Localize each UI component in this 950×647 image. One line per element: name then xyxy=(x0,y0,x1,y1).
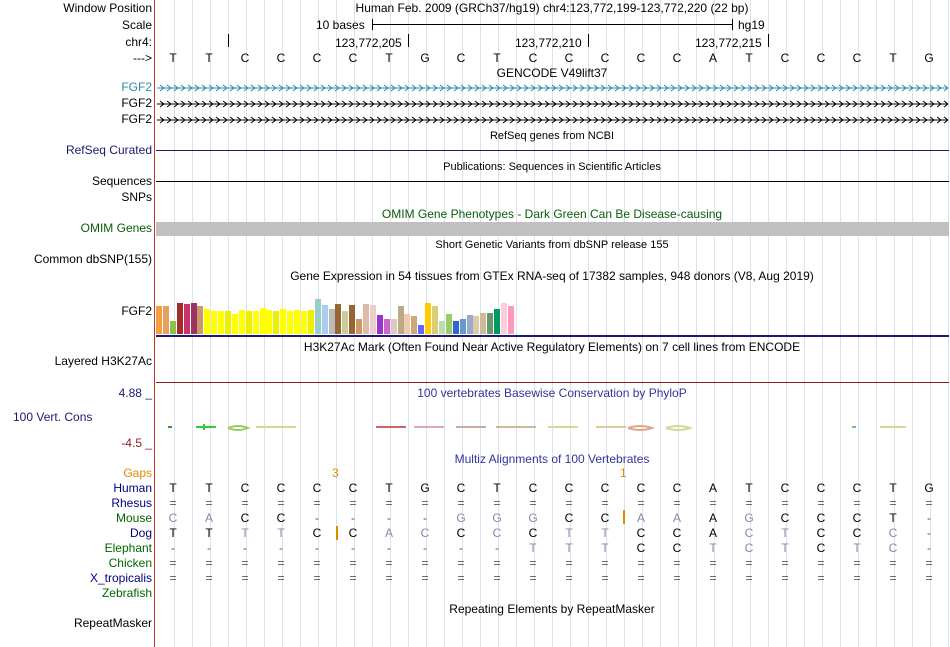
gap-mark: 3 xyxy=(332,466,339,480)
aligned-base: = xyxy=(313,556,321,570)
aligned-base: = xyxy=(349,571,357,585)
gtex-tissue-bar[interactable] xyxy=(280,309,286,334)
scale-label: Scale xyxy=(121,18,152,32)
aligned-base: A xyxy=(708,511,717,525)
insertion-marker xyxy=(336,526,338,540)
gtex-tissue-bar[interactable] xyxy=(398,306,404,334)
aligned-base: = xyxy=(853,556,861,570)
gtex-tissue-bar[interactable] xyxy=(246,311,252,334)
gtex-tissue-bar[interactable] xyxy=(253,311,259,334)
gtex-title: Gene Expression in 54 tissues from GTEx RNA-seq of 17382 samples, 948 donors (V8, Aug 2019) xyxy=(290,269,814,283)
aligned-base: - xyxy=(495,541,499,555)
aligned-base: T xyxy=(601,541,609,555)
aligned-base: T xyxy=(565,526,573,540)
dbsnp-track-label[interactable]: Common dbSNP(155) xyxy=(33,252,152,266)
gtex-tissue-bar[interactable] xyxy=(177,303,183,334)
publications-title: Publications: Sequences in Scientific Articles xyxy=(443,161,661,173)
aligned-base: C xyxy=(780,481,790,495)
gencode-transcript-label[interactable]: FGF2 xyxy=(121,112,152,126)
aligned-base: - xyxy=(207,541,211,555)
gtex-tissue-bar[interactable] xyxy=(204,309,210,334)
ruler-tick xyxy=(588,34,589,47)
strand-label: ---> xyxy=(133,51,152,65)
reference-base: C xyxy=(672,51,682,65)
dbsnp-title: Short Genetic Variants from dbSNP release 155 xyxy=(435,239,669,251)
aligned-base: = xyxy=(493,571,501,585)
aligned-base: = xyxy=(601,496,609,510)
gtex-tissue-bar[interactable] xyxy=(384,319,390,334)
gtex-tissue-bar[interactable] xyxy=(225,311,231,334)
aligned-base: C xyxy=(240,481,250,495)
aligned-base: C xyxy=(744,541,754,555)
insertion-marker xyxy=(623,510,625,524)
aligned-base: G xyxy=(924,481,934,495)
aligned-base: = xyxy=(385,571,393,585)
aligned-base: C xyxy=(312,481,322,495)
gtex-expression-bars[interactable] xyxy=(156,284,536,334)
aligned-base: = xyxy=(565,496,573,510)
gtex-tissue-bar[interactable] xyxy=(418,325,424,334)
aligned-base: = xyxy=(889,496,897,510)
aligned-base: = xyxy=(925,571,933,585)
aligned-base: T xyxy=(781,541,789,555)
aligned-base: C xyxy=(744,526,754,540)
gtex-baseline xyxy=(156,335,949,337)
ruler-tick xyxy=(228,34,229,47)
aligned-base: C xyxy=(636,541,646,555)
omim-feature-bar[interactable] xyxy=(156,222,949,236)
aligned-base: G xyxy=(744,511,754,525)
reference-base: T xyxy=(385,51,393,65)
species-label[interactable]: Zebrafish xyxy=(101,586,152,600)
reference-base: G xyxy=(924,51,934,65)
gaps-label: Gaps xyxy=(123,466,152,480)
gtex-tissue-bar[interactable] xyxy=(460,319,466,334)
aligned-base: = xyxy=(601,556,609,570)
gtex-tissue-bar[interactable] xyxy=(377,315,383,334)
aligned-base: - xyxy=(387,541,391,555)
aligned-base: = xyxy=(889,556,897,570)
aligned-base: - xyxy=(351,541,355,555)
aligned-base: = xyxy=(277,556,285,570)
aligned-base: = xyxy=(817,556,825,570)
aligned-base: C xyxy=(528,481,538,495)
aligned-base: G xyxy=(492,511,502,525)
aligned-base: = xyxy=(205,571,213,585)
gtex-tissue-bar[interactable] xyxy=(308,310,314,334)
gtex-tissue-bar[interactable] xyxy=(329,309,335,334)
aligned-base: = xyxy=(529,556,537,570)
aligned-base: C xyxy=(348,481,358,495)
gtex-tissue-bar[interactable] xyxy=(473,316,479,334)
gtex-tissue-bar[interactable] xyxy=(294,310,300,334)
aligned-base: C xyxy=(600,511,610,525)
aligned-base: T xyxy=(781,526,789,540)
gtex-tissue-bar[interactable] xyxy=(156,306,162,334)
reference-base: C xyxy=(564,51,574,65)
gtex-tissue-bar[interactable] xyxy=(163,306,169,334)
gtex-tissue-bar[interactable] xyxy=(425,303,431,334)
aligned-base: A xyxy=(636,511,645,525)
aligned-base: C xyxy=(492,526,502,540)
gtex-tissue-bar[interactable] xyxy=(218,311,224,334)
reference-base: A xyxy=(708,51,717,65)
aligned-base: = xyxy=(277,571,285,585)
aligned-base: = xyxy=(277,496,285,510)
aligned-base: = xyxy=(529,571,537,585)
aligned-base: = xyxy=(169,571,177,585)
aligned-base: = xyxy=(817,496,825,510)
ruler-tick-label: 123,772,210 xyxy=(515,36,582,50)
aligned-base: C xyxy=(168,511,178,525)
aligned-base: - xyxy=(387,511,391,525)
aligned-base: C xyxy=(528,526,538,540)
gtex-tissue-bar[interactable] xyxy=(322,305,328,334)
aligned-base: = xyxy=(745,496,753,510)
aligned-base: T xyxy=(169,526,177,540)
gtex-tissue-bar[interactable] xyxy=(232,314,238,334)
reference-base: C xyxy=(816,51,826,65)
reference-base: C xyxy=(852,51,862,65)
aligned-base: = xyxy=(781,496,789,510)
aligned-base: T xyxy=(385,481,393,495)
aligned-base: = xyxy=(781,556,789,570)
aligned-base: = xyxy=(601,571,609,585)
aligned-base: = xyxy=(457,496,465,510)
gtex-track-label[interactable]: FGF2 xyxy=(121,304,152,318)
gtex-tissue-bar[interactable] xyxy=(335,304,341,334)
aligned-base: = xyxy=(709,571,717,585)
aligned-base: = xyxy=(349,556,357,570)
aligned-base: G xyxy=(456,511,466,525)
aligned-base: = xyxy=(385,556,393,570)
aligned-base: = xyxy=(421,556,429,570)
gtex-tissue-bar[interactable] xyxy=(363,304,369,334)
reference-base: C xyxy=(348,51,358,65)
assembly-position: Human Feb. 2009 (GRCh37/hg19) chr4:123,772,199-123,772,220 (22 bp) xyxy=(355,1,749,15)
aligned-base: = xyxy=(817,571,825,585)
gtex-tissue-bar[interactable] xyxy=(211,311,217,334)
gtex-tissue-bar[interactable] xyxy=(432,306,438,334)
scale-db: hg19 xyxy=(738,18,765,32)
species-label[interactable]: Elephant xyxy=(104,541,152,555)
aligned-base: C xyxy=(816,541,826,555)
aligned-base: = xyxy=(673,556,681,570)
gtex-tissue-bar[interactable] xyxy=(184,304,190,334)
aligned-base: = xyxy=(349,496,357,510)
species-label[interactable]: X_tropicalis xyxy=(89,571,152,585)
label-track-divider xyxy=(154,0,155,647)
reference-base: T xyxy=(745,51,753,65)
aligned-base: = xyxy=(673,496,681,510)
aligned-base: C xyxy=(852,511,862,525)
aligned-base: = xyxy=(853,571,861,585)
aligned-base: = xyxy=(241,556,249,570)
aligned-base: = xyxy=(241,496,249,510)
aligned-base: C xyxy=(564,481,574,495)
gtex-tissue-bar[interactable] xyxy=(501,303,507,334)
aligned-base: C xyxy=(276,481,286,495)
aligned-base: = xyxy=(493,496,501,510)
aligned-base: - xyxy=(243,541,247,555)
aligned-base: G xyxy=(528,511,538,525)
phylop-track-label[interactable]: 100 Vert. Cons xyxy=(13,410,93,424)
reference-base: C xyxy=(240,51,250,65)
aligned-base: - xyxy=(927,526,931,540)
aligned-base: = xyxy=(529,496,537,510)
aligned-base: = xyxy=(925,556,933,570)
aligned-base: = xyxy=(457,571,465,585)
aligned-base: = xyxy=(421,496,429,510)
gridline xyxy=(948,0,949,647)
gtex-tissue-bar[interactable] xyxy=(197,306,203,334)
aligned-base: A xyxy=(204,511,213,525)
reference-base: T xyxy=(169,51,177,65)
gtex-tissue-bar[interactable] xyxy=(170,321,176,334)
gtex-tissue-bar[interactable] xyxy=(391,319,397,334)
gencode-transcript-label[interactable]: FGF2 xyxy=(121,80,152,94)
reference-base: C xyxy=(276,51,286,65)
gtex-tissue-bar[interactable] xyxy=(260,308,266,334)
aligned-base: T xyxy=(205,526,213,540)
reference-base: C xyxy=(312,51,322,65)
gencode-transcript-feature[interactable] xyxy=(157,114,948,124)
aligned-base: A xyxy=(708,481,717,495)
gtex-tissue-bar[interactable] xyxy=(191,303,197,334)
gtex-tissue-bar[interactable] xyxy=(273,311,279,334)
species-label[interactable]: Chicken xyxy=(108,556,152,570)
aligned-base: = xyxy=(169,556,177,570)
gtex-tissue-bar[interactable] xyxy=(494,309,500,334)
aligned-base: = xyxy=(169,496,177,510)
phylop-min-label: -4.5 _ xyxy=(121,436,152,450)
gencode-transcript-feature[interactable] xyxy=(157,82,948,92)
aligned-base: T xyxy=(169,481,177,495)
aligned-base: - xyxy=(459,541,463,555)
aligned-base: = xyxy=(637,556,645,570)
aligned-base: T xyxy=(745,481,753,495)
gtex-tissue-bar[interactable] xyxy=(349,305,355,334)
reference-base: C xyxy=(600,51,610,65)
gencode-transcript-label[interactable]: FGF2 xyxy=(121,96,152,110)
reference-base: G xyxy=(420,51,430,65)
aligned-base: C xyxy=(564,511,574,525)
aligned-base: T xyxy=(709,541,717,555)
repeatmasker-track-label[interactable]: RepeatMasker xyxy=(73,616,152,630)
refseq-title: RefSeq genes from NCBI xyxy=(489,130,615,142)
species-label[interactable]: Human xyxy=(113,481,152,495)
aligned-base: C xyxy=(816,526,826,540)
aligned-base: C xyxy=(600,481,610,495)
aligned-base: C xyxy=(240,511,250,525)
gtex-tissue-bar[interactable] xyxy=(266,310,272,334)
species-label[interactable]: Rhesus xyxy=(111,496,152,510)
h3k27ac-baseline xyxy=(156,382,949,383)
aligned-base: - xyxy=(927,541,931,555)
reference-base: C xyxy=(780,51,790,65)
phylop-title: 100 vertebrates Basewise Conservation by PhyloP xyxy=(417,386,687,400)
species-label[interactable]: Mouse xyxy=(115,511,152,525)
gencode-transcript-feature[interactable] xyxy=(157,98,948,108)
publications-feature-line[interactable] xyxy=(156,181,949,182)
phylop-max-label: 4.88 _ xyxy=(118,386,152,400)
refseq-feature-line[interactable] xyxy=(156,150,949,151)
aligned-base: C xyxy=(672,526,682,540)
aligned-base: A xyxy=(708,526,717,540)
aligned-base: - xyxy=(423,541,427,555)
aligned-base: T xyxy=(889,481,897,495)
aligned-base: T xyxy=(889,511,897,525)
reference-base: T xyxy=(889,51,897,65)
aligned-base: C xyxy=(672,541,682,555)
ruler-tick xyxy=(408,34,409,47)
aligned-base: = xyxy=(853,496,861,510)
aligned-base: T xyxy=(205,481,213,495)
h3k27ac-track-label[interactable]: Layered H3K27Ac xyxy=(54,354,152,368)
aligned-base: = xyxy=(565,556,573,570)
aligned-base: C xyxy=(636,526,646,540)
reference-base: C xyxy=(528,51,538,65)
aligned-base: = xyxy=(421,571,429,585)
gtex-tissue-bar[interactable] xyxy=(453,321,459,334)
ruler-tick xyxy=(768,34,769,47)
gtex-tissue-bar[interactable] xyxy=(315,299,321,334)
aligned-base: = xyxy=(313,571,321,585)
aligned-base: = xyxy=(565,571,573,585)
aligned-base: T xyxy=(277,526,285,540)
aligned-base: C xyxy=(312,526,322,540)
aligned-base: - xyxy=(315,541,319,555)
aligned-base: C xyxy=(636,481,646,495)
ruler-tick-label: 123,772,205 xyxy=(335,36,402,50)
aligned-base: C xyxy=(816,511,826,525)
aligned-base: A xyxy=(384,526,393,540)
aligned-base: C xyxy=(672,481,682,495)
gtex-tissue-bar[interactable] xyxy=(370,305,376,334)
aligned-base: = xyxy=(637,571,645,585)
aligned-base: = xyxy=(781,571,789,585)
aligned-base: C xyxy=(852,526,862,540)
phylop-wiggle[interactable] xyxy=(156,420,949,436)
gtex-tissue-bar[interactable] xyxy=(508,306,514,334)
aligned-base: A xyxy=(672,511,681,525)
gtex-tissue-bar[interactable] xyxy=(239,310,245,334)
gtex-tissue-bar[interactable] xyxy=(480,313,486,334)
aligned-base: C xyxy=(456,481,466,495)
aligned-base: T xyxy=(529,541,537,555)
aligned-base: T xyxy=(493,481,501,495)
reference-base: T xyxy=(205,51,213,65)
aligned-base: T xyxy=(853,541,861,555)
gtex-tissue-bar[interactable] xyxy=(404,314,410,334)
aligned-base: C xyxy=(456,526,466,540)
aligned-base: C xyxy=(780,511,790,525)
aligned-base: = xyxy=(745,571,753,585)
aligned-base: = xyxy=(457,556,465,570)
aligned-base: = xyxy=(745,556,753,570)
aligned-base: T xyxy=(241,526,249,540)
refseq-track-label[interactable]: RefSeq Curated xyxy=(65,143,152,157)
gtex-tissue-bar[interactable] xyxy=(301,311,307,334)
gtex-tissue-bar[interactable] xyxy=(467,315,473,334)
aligned-base: G xyxy=(420,481,430,495)
omim-title: OMIM Gene Phenotypes - Dark Green Can Be Disease-causing xyxy=(381,207,723,221)
h3k27ac-title: H3K27Ac Mark (Often Found Near Active Regulatory Elements) on 7 cell lines from ENCODE xyxy=(303,340,801,354)
aligned-base: C xyxy=(276,511,286,525)
aligned-base: = xyxy=(637,496,645,510)
aligned-base: = xyxy=(673,571,681,585)
aligned-base: - xyxy=(315,511,319,525)
reference-base: T xyxy=(493,51,501,65)
aligned-base: - xyxy=(279,541,283,555)
aligned-base: C xyxy=(852,481,862,495)
aligned-base: - xyxy=(423,511,427,525)
reference-base: C xyxy=(456,51,466,65)
aligned-base: = xyxy=(205,556,213,570)
aligned-base: = xyxy=(709,496,717,510)
aligned-base: = xyxy=(709,556,717,570)
aligned-base: C xyxy=(888,526,898,540)
repeatmasker-title: Repeating Elements by RepeatMasker xyxy=(449,602,655,616)
gtex-tissue-bar[interactable] xyxy=(439,321,445,334)
gtex-tissue-bar[interactable] xyxy=(487,313,493,334)
aligned-base: = xyxy=(889,571,897,585)
gtex-tissue-bar[interactable] xyxy=(356,319,362,334)
ruler-tick-label: 123,772,215 xyxy=(695,36,762,50)
aligned-base: = xyxy=(241,571,249,585)
aligned-base: T xyxy=(601,526,609,540)
aligned-base: C xyxy=(420,526,430,540)
aligned-base: = xyxy=(493,556,501,570)
omim-track-label[interactable]: OMIM Genes xyxy=(80,221,152,235)
gtex-tissue-bar[interactable] xyxy=(287,311,293,334)
multiz-title: Multiz Alignments of 100 Vertebrates xyxy=(454,452,650,466)
gtex-tissue-bar[interactable] xyxy=(342,311,348,334)
aligned-base: T xyxy=(565,541,573,555)
gtex-tissue-bar[interactable] xyxy=(446,314,452,334)
species-label[interactable]: Dog xyxy=(129,526,152,540)
gencode-title: GENCODE V49lift37 xyxy=(496,66,608,80)
aligned-base: = xyxy=(925,496,933,510)
publications-sequences-label[interactable]: Sequences xyxy=(91,174,152,188)
aligned-base: = xyxy=(205,496,213,510)
publications-snps-label[interactable]: SNPs xyxy=(121,190,152,204)
aligned-base: - xyxy=(171,541,175,555)
aligned-base: C xyxy=(888,541,898,555)
aligned-base: = xyxy=(313,496,321,510)
window-position-label: Window Position xyxy=(63,1,152,15)
aligned-base: - xyxy=(351,511,355,525)
aligned-base: C xyxy=(348,526,358,540)
aligned-base: - xyxy=(927,511,931,525)
gtex-tissue-bar[interactable] xyxy=(411,316,417,334)
scale-text: 10 bases xyxy=(316,18,365,32)
gap-mark: 1 xyxy=(620,466,627,480)
reference-base: C xyxy=(636,51,646,65)
scale-bar xyxy=(372,24,733,25)
chrom-label: chr4: xyxy=(125,35,152,49)
aligned-base: C xyxy=(816,481,826,495)
aligned-base: = xyxy=(385,496,393,510)
